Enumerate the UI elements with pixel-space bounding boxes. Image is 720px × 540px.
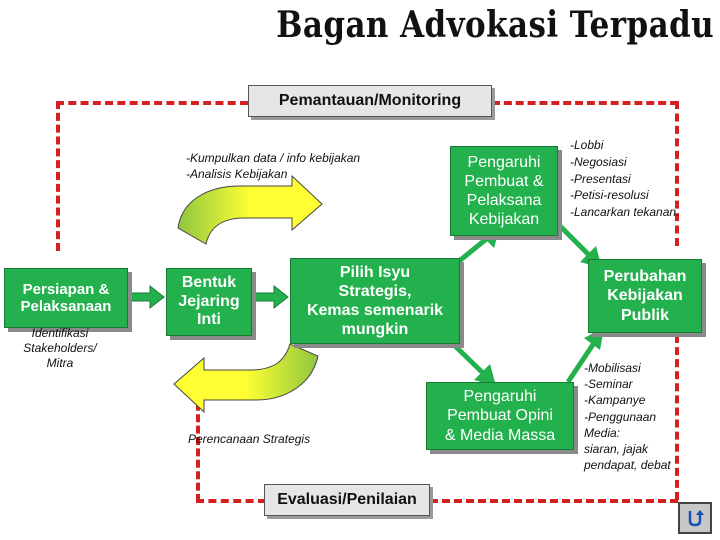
persiapan-note: Identifikasi Stakeholders/ Mitra bbox=[23, 326, 97, 370]
kumpulkan-text: -Kumpulkan data / info kebijakan -Analisis Kebijakan bbox=[186, 151, 361, 182]
perubahan-label: Perubahan Kebijakan Publik bbox=[603, 268, 687, 324]
perencanaan-text: Perencanaan Strategis bbox=[188, 432, 311, 446]
curved-arrow-bottom bbox=[174, 344, 318, 412]
page-title: Bagan Advokasi Terpadu bbox=[276, 4, 714, 46]
jejaring-label: Bentuk Jejaring Inti bbox=[178, 274, 240, 329]
isyu-label: Pilih Isyu Strategis, Kemas semenarik mungkin bbox=[306, 263, 444, 339]
persiapan-box bbox=[4, 268, 128, 328]
mobilisasi-list: -Mobilisasi -Seminar -Kampanye -Penggunaan Media: siaran, jajak pendapat, debat bbox=[584, 361, 671, 473]
monitoring-label: Pemantauan/Monitoring bbox=[278, 92, 462, 109]
perubahan-box bbox=[588, 259, 702, 333]
isyu-box bbox=[290, 258, 460, 344]
pengaruhi-opini-box bbox=[426, 382, 574, 450]
lobbi-list: -Lobbi -Negosiasi -Presentasi -Petisi-resolusi -Lancarkan tekanan. bbox=[570, 138, 680, 220]
pengaruhi-kebijakan-label: Pengaruhi Pembuat & Pelaksana Kebijakan bbox=[464, 153, 544, 229]
persiapan-title: Persiapan & Pelaksanaan bbox=[20, 281, 112, 315]
return-button[interactable] bbox=[678, 502, 712, 534]
jejaring-box bbox=[166, 268, 252, 336]
pengaruhi-kebijakan-box bbox=[450, 146, 558, 236]
arrow-to-jejaring bbox=[128, 286, 164, 308]
curved-arrow-top bbox=[178, 176, 322, 244]
evaluation-box bbox=[264, 484, 430, 516]
monitoring-box bbox=[248, 85, 492, 117]
arrow-to-isyu bbox=[252, 286, 288, 308]
evaluation-label: Evaluasi/Penilaian bbox=[277, 491, 417, 508]
pengaruhi-opini-label: Pengaruhi Pembuat Opini & Media Massa bbox=[444, 388, 556, 444]
return-arrow-icon bbox=[685, 508, 705, 528]
